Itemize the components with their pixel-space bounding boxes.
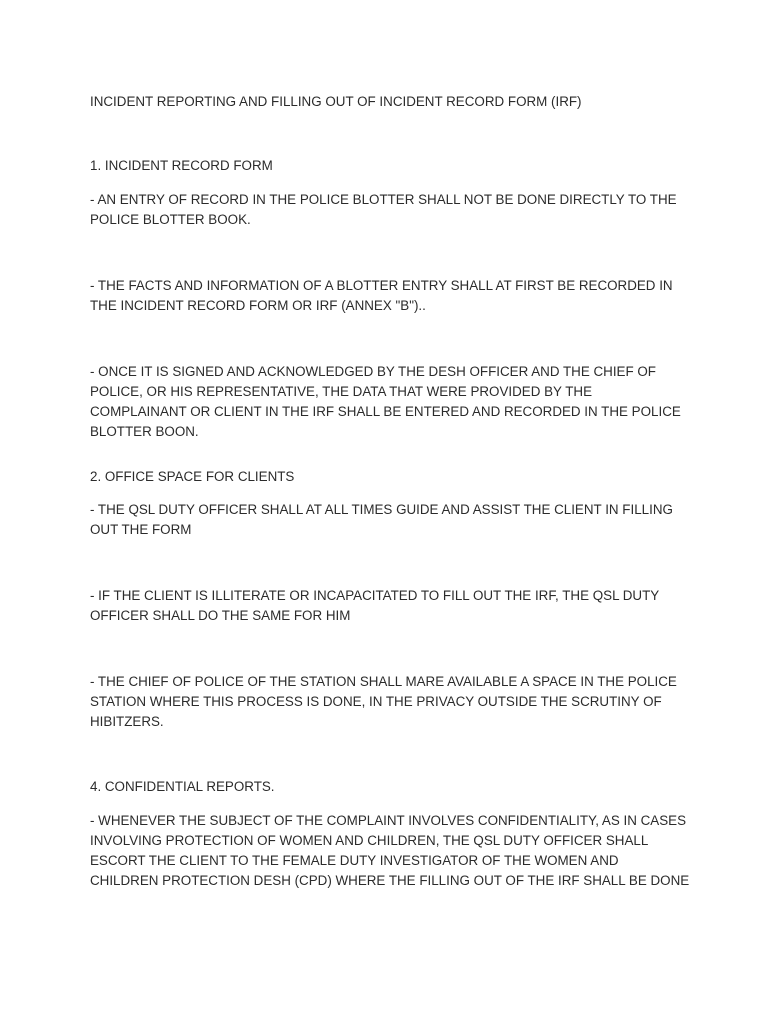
paragraph-confidentiality: - WHENEVER THE SUBJECT OF THE COMPLAINT INVOLVES CONFIDENTIALITY, AS IN CASES INVOLVING PROTECTION OF WOMEN AND CHILDREN, THE QSL DUTY OFFICER SHALL ESCORT THE CLIENT TO THE FEMALE DUTY INVESTIGATOR OF THE WOMEN AND CHILDREN PROTECTION DESH (CPD) WHERE THE FILLING OUT OF THE IRF SHALL BE DONE — [90, 813, 690, 888]
paragraph-blotter-entry: - AN ENTRY OF RECORD IN THE POLICE BLOTTER SHALL NOT BE DONE DIRECTLY TO THE POLICE BLOTTER BOOK. — [90, 192, 677, 227]
paragraph-facts-information: - THE FACTS AND INFORMATION OF A BLOTTER ENTRY SHALL AT FIRST BE RECORDED IN THE INCIDENT RECORD FORM OR IRF (ANNEX "B").. — [90, 278, 673, 313]
paragraph-chief-space: - THE CHIEF OF POLICE OF THE STATION SHALL MARE AVAILABLE A SPACE IN THE POLICE STATION WHERE THIS PROCESS IS DONE, IN THE PRIVACY OUTSIDE THE SCRUTINY OF HIBITZERS. — [90, 674, 677, 729]
section-heading-confidential-reports: 4. CONFIDENTIAL REPORTS. — [90, 779, 275, 794]
paragraph-qsl-guide: - THE QSL DUTY OFFICER SHALL AT ALL TIMES GUIDE AND ASSIST THE CLIENT IN FILLING OUT THE FORM — [90, 502, 673, 537]
paragraph-illiterate-client: - IF THE CLIENT IS ILLITERATE OR INCAPACITATED TO FILL OUT THE IRF, THE QSL DUTY OFFICER SHALL DO THE SAME FOR HIM — [90, 588, 659, 623]
document-title: INCIDENT REPORTING AND FILLING OUT OF INCIDENT RECORD FORM (IRF) — [90, 94, 582, 109]
paragraph-signed-acknowledged: - ONCE IT IS SIGNED AND ACKNOWLEDGED BY THE DESH OFFICER AND THE CHIEF OF POLICE, OR HIS REPRESENTATIVE, THE DATA THAT WERE PROVIDED BY THE COMPLAINANT OR CLIENT IN THE IRF SHALL BE ENTERED AND RECORDED IN THE POLICE BLOTTER BOON. — [90, 364, 681, 439]
section-heading-incident-record-form: 1. INCIDENT RECORD FORM — [90, 158, 273, 173]
section-heading-office-space: 2. OFFICE SPACE FOR CLIENTS — [90, 469, 295, 484]
